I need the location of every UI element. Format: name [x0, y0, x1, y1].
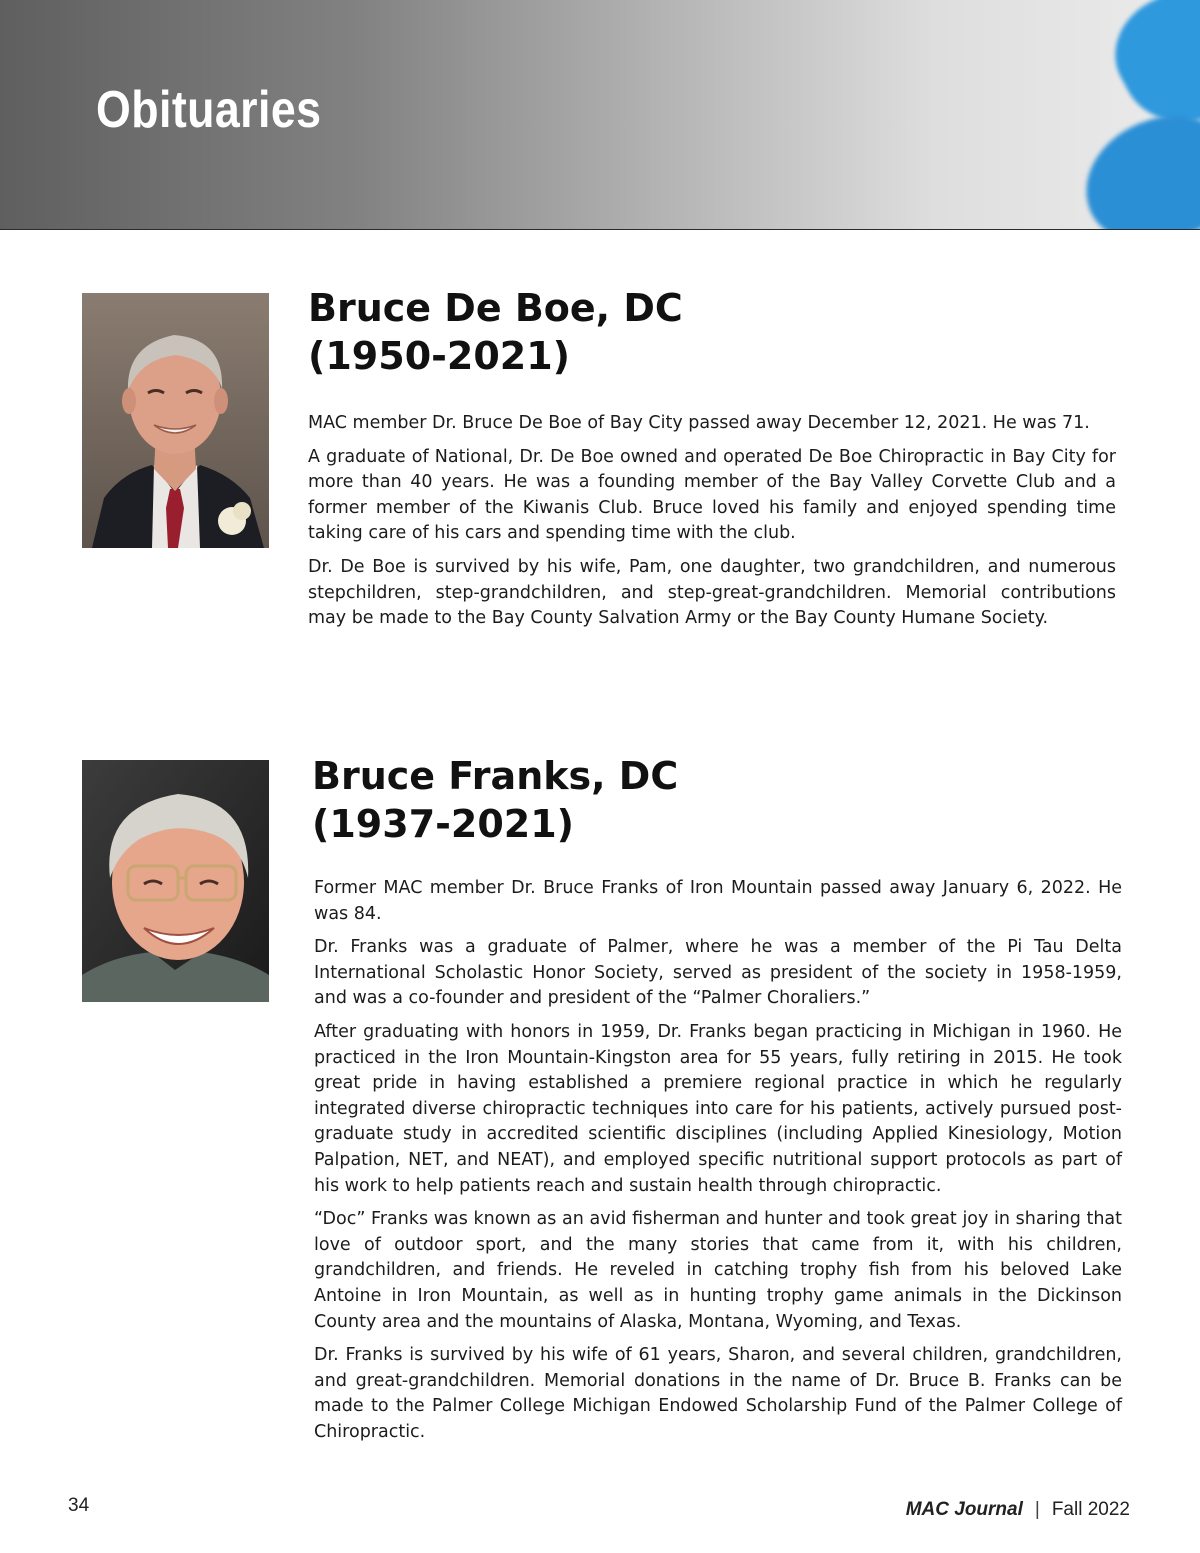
footer-running-title — [906, 1499, 1130, 1521]
portrait-photo-bruce-franks — [82, 760, 269, 1002]
journal-name: MAC Journal — [905, 1499, 1023, 1520]
page-number: 34 — [68, 1495, 90, 1516]
obituary-name — [308, 284, 683, 380]
page-title: Obituaries — [96, 81, 322, 139]
obituary-paragraph: Dr. Franks is survived by his wife of 61 years, Sharon, and several children, grandchildren, and great-grandchildren. Memorial donations in the name of Dr. Bruce B. Franks can be made to the Palmer College Michigan Endowed Scholarship Fund of the Palmer College of Chiropractic. — [314, 1345, 1122, 1442]
issue-label: Fall 2022 — [1051, 1499, 1130, 1520]
footer-separator: | — [1034, 1499, 1040, 1520]
obituary-name-text: Bruce Franks, DC — [312, 754, 679, 798]
obituary-paragraph: Dr. Franks was a graduate of Palmer, where he was a member of the Pi Tau Delta International Scholastic Honor Society, served as president of the society in 1958-1959, and was a co-founder and president of the “Palmer Choraliers.” — [314, 937, 1122, 1009]
obituary-paragraph: “Doc” Franks was known as an avid fisherman and hunter and took great joy in sharing that love of outdoor sport, and the many stories that came from it, with his children, grandchildren, and friends. He reveled in catching trophy fish from his beloved Lake Antoine in Iron Mountain, as well as in hunting trophy game animals in the Dickinson County area and the mountains of Alaska, Montana, Wyoming, and Texas. — [314, 1209, 1122, 1332]
portrait-photo-bruce-de-boe — [82, 293, 269, 548]
obituary-paragraph: Dr. De Boe is survived by his wife, Pam, one daughter, two grandchildren, and numerous stepchildren, step-grandchildren, and step-great-grandchildren. Memorial contributions may be made to the Bay County Salvation Army or the Bay County Humane Society. — [308, 556, 1116, 629]
obituary-name — [312, 752, 678, 848]
obituary-paragraph: A graduate of National, Dr. De Boe owned and operated De Boe Chiropractic in Bay City for more than 40 years. He was a founding member of the Bay Valley Corvette Club and a former member of the Kiwanis Club. Bruce loved his family and enjoyed spending time taking care of his cars and spending time with the club. — [308, 446, 1116, 544]
header-banner — [0, 0, 1200, 230]
obituary-paragraph: After graduating with honors in 1959, Dr. Franks began practicing in Michigan in 1960. He practiced in the Iron Mountain-Kingston area for 55 years, fully retiring in 2015. He took great pride in having established a premiere regional practice in which he regularly integrated diverse chiropractic techniques into care for his patients, actively pursued post-graduate study in accredited scientific disciplines (including Applied Kinesiology, Motion Palpation, NET, and NEAT), and employed specific nutritional support protocols as part of his work to help patients reach and sustain health through chiropractic. — [314, 1021, 1122, 1196]
obituary-years: (1937-2021) — [312, 802, 575, 846]
obituary-paragraph: Former MAC member Dr. Bruce Franks of Iron Mountain passed away January 6, 2022. He was 84. — [314, 878, 1122, 924]
obituary-body — [308, 411, 1116, 640]
decorative-blue-shape — [1069, 100, 1200, 230]
obituary-years: (1950-2021) — [308, 334, 571, 378]
obituary-body — [314, 876, 1122, 1453]
obituary-name-text: Bruce De Boe, DC — [308, 286, 683, 330]
obituary-paragraph: MAC member Dr. Bruce De Boe of Bay City passed away December 12, 2021. He was 71. — [308, 413, 1090, 433]
